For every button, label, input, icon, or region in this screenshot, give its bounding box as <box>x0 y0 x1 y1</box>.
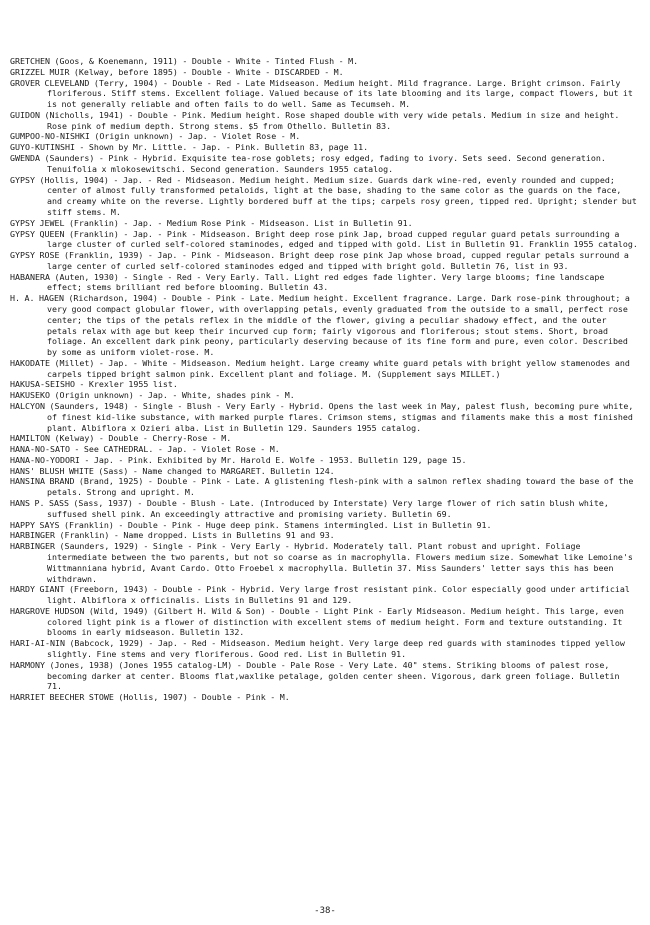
entry-gypsy-queen: GYPSY QUEEN (Franklin) - Jap. - Pink - Midseason. Bright deep rose pink Jap, broad cupped regular guard petals surrounding a large cluster of curled self-colored staminodes, edged and tipped with gold. List in Bulletin 91. Franklin 1955 catalog. <box>10 228 638 250</box>
entry-hakusa-seisho: HAKUSA-SEISHO - Krexler 1955 list. <box>10 379 178 390</box>
entry-hans-p-sass: HANS P. SASS (Sass, 1937) - Double - Blush - Late. (Introduced by Interstate) Very large flower of rich satin blush white, suffused shell pink. An exceedingly attractive and promising variety. Bulletin 69. <box>10 498 609 519</box>
entry-grover-cleveland: GROVER CLEVELAND (Terry, 1904) - Double - Red - Late Midseason. Medium height. Mild fragrance. Large. Bright crimson. Fairly floriferous. Stiff stems. Excellent foliage. Valued because of its late blooming and its large, compact flowers, but it is not generally reliable and often fails to do well. Same as Tecumseh. M. <box>10 77 633 110</box>
entry-happy-days: HAPPY SAYS (Franklin) - Double - Pink - Huge deep pink. Stamens intermingled. List in Bulletin 91. <box>10 519 492 530</box>
entry-harmony: HARMONY (Jones, 1938) (Jones 1955 catalog-LM) - Double - Pale Rose - Very Late. 40" stems. Striking blooms of palest rose, becoming darker at center. Blooms flat,waxlike petalage, golden center sheen. Vigorous, dark green foliage. Bulletin 71. <box>10 659 620 692</box>
entry-hana-no-yodori: HANA-NO-YODORI - Jap. - Pink. Exhibited by Mr. Harold E. Wolfe - 1953. Bulletin 129, page 15. <box>10 454 467 465</box>
entry-gretchen: GRETCHEN (Goos, & Koenemann, 1911) - Double - White - Tinted Flush - M. <box>10 56 359 66</box>
entry-hakuseko: HAKUSEKO (Origin unknown) - Jap. - White, shades pink - M. <box>10 390 295 401</box>
page-number: -38- <box>314 906 336 916</box>
entry-gumpoo-no-nishki: GUMPOO-NO-NISHKI (Origin unknown) - Jap. - Violet Rose - M. <box>10 131 301 142</box>
entry-hargrove-hudson: HARGROVE HUDSON (Wild, 1949) (Gilbert H. Wild & Son) - Double - Light Pink - Early Midseason. Medium height. This large, even colored light pink is a flower of distinction with excellent stems of medium height. Form and texture outstanding. It blooms in early midseason. Bulletin 132. <box>10 605 624 638</box>
entry-gwenda: GWENDA (Saunders) - Pink - Hybrid. Exquisite tea-rose goblets; rosy edged, fading to ivory. Sets seed. Second generation. Tenuifolia x mlokosewitschi. Second generation. Saunders 1955 catalog. <box>10 153 606 174</box>
entry-hardy-giant: HARDY GIANT (Freeborn, 1943) - Double - Pink - Hybrid. Very large frost resistant pink. Color especially good under artificial light. Albiflora x officinalis. Lists in Bulletins 91 and 129. <box>10 584 630 606</box>
entry-hakodate: HAKODATE (Millet) - Jap. - White - Midseason. Medium height. Large creamy white guard petals with bright yellow stamenodes and carpels tipped bright salmon pink. Excellent plant and foliage. M. (Supplement says MILLET.) <box>10 357 630 379</box>
entry-guidon: GUIDON (Nicholls, 1941) - Double - Pink. Medium height. Rose shaped double with very wide petals. Medium in size and height. Rose pink of medium depth. Strong stems. $5 from Othello. Bulletin 83. <box>10 109 620 131</box>
entry-halcyon: HALCYON (Saunders, 1948) - Single - Blush - Very Early - Hybrid. Opens the last week in May, palest flush, becoming pure white, of finest kid-like substance, with marked purple flares. Crimson stems, stigmas and filaments make this a most finished plant. Albiflora x Ozieri alba. List in Bulletin 129. Saunders 1955 catalog. <box>10 401 634 433</box>
entry-gypsy-jewel: GYPSY JEWEL (Franklin) - Jap. - Medium Rose Pink - Midseason. List in Bulletin 91. <box>10 217 413 228</box>
entry-guyo-kutinshi: GUYO-KUTINSHI - Shown by Mr. Little. - Jap. - Pink. Bulletin 83, page 11. <box>10 142 369 153</box>
entry-gypsy: GYPSY (Hollis, 1904) - Jap. - Red - Midseason. Medium height. Medium size. Guards dark wine-red, evenly rounded and cupped; center of almost fully transformed petaloids, light at the base, shading to the same color as the guards on the face, and creamy white on the reverse. Lightly bordered buff at the tips; carpels rosy green, tipped red. Upright; slender but stiff stems. M. <box>10 174 637 217</box>
entry-h-a-hagen: H. A. HAGEN (Richardson, 1904) - Double - Pink - Late. Medium height. Excellent fragrance. Large. Dark rose-pink throughout; a very good compact globular flower, with overlapping petals, evenly graduated from the outside to a small, perfect rose center; the tips of the petals reflex in the middle of the flower, giving a peculiar shadowy effect, and the outer petals relax with age but keep their incurved cup form; fairly vigorous and floriferous; stout stems. Short, broad foliage. An excellent dark pink peony, particularly deserving because of its fine form and pure, even color. Described by some as uniform violet-rose. M. <box>10 293 630 358</box>
entry-gypsy-rose: GYPSY ROSE (Franklin, 1939) - Jap. - Pink - Midseason. Bright deep rose pink Jap whose broad, cupped regular petals surround a large center of curled self-colored staminodes edged and tipped with bright gold. Bulletin 76, list in 93. <box>10 250 629 271</box>
entry-hans-blush-white: HANS' BLUSH WHITE (Sass) - Name changed to MARGARET. Bulletin 124. <box>10 465 335 476</box>
entry-habanera: HABANERA (Auten, 1930) - Single - Red - Very Early. Tall. Light red edges fade lighter. Very large blooms; fine landscape effect; stems brilliant red before blooming. Bulletin 43. <box>10 271 605 293</box>
entry-hamilton: HAMILTON (Kelway) - Double - Cherry-Rose - M. <box>10 433 232 444</box>
entry-grizzel-muir: GRIZZEL MUIR (Kelway, before 1895) - Double - White - DISCARDED - M. <box>10 66 344 77</box>
entry-hari-ai-nin: HARI-AI-NIN (Babcock, 1929) - Jap. - Red - Midseason. Medium height. Very large deep red guards with staminodes tipped yellow slightly. Fine stems and very floriferous. Good red. List in Bulletin 91. <box>10 638 625 659</box>
entry-harriet-beecher-stowe: HARRIET BEECHER STOWE (Hollis, 1907) - Double - Pink - M. <box>10 692 290 703</box>
entry-hana-no-sato: HANA-NO-SATO - See CATHEDRAL. - Jap. - Violet Rose - M. <box>10 444 280 455</box>
entry-harbinger-franklin: HARBINGER (Franklin) - Name dropped. Lists in Bulletins 91 and 93. <box>10 530 335 541</box>
entry-harbinger-saunders: HARBINGER (Saunders, 1929) - Single - Pink - Very Early - Hybrid. Moderately tall. Plant robust and upright. Foliage intermediate between the two parents, but not so coarse as in macrophylla. Flowers medium size. Somewhat like Lemoine's Wittmanniana hybrid, Avant Cardo. Otto Froebel x macrophylla. Bulletin 37. Miss Saunders' letter says this has been withdrawn. <box>10 541 633 584</box>
peony-entry-list <box>10 56 638 703</box>
entry-hansina-brand: HANSINA BRAND (Brand, 1925) - Double - Pink - Late. A glistening flesh-pink with a salmon reflex shading toward the base of the petals. Strong and upright. M. <box>10 476 634 498</box>
